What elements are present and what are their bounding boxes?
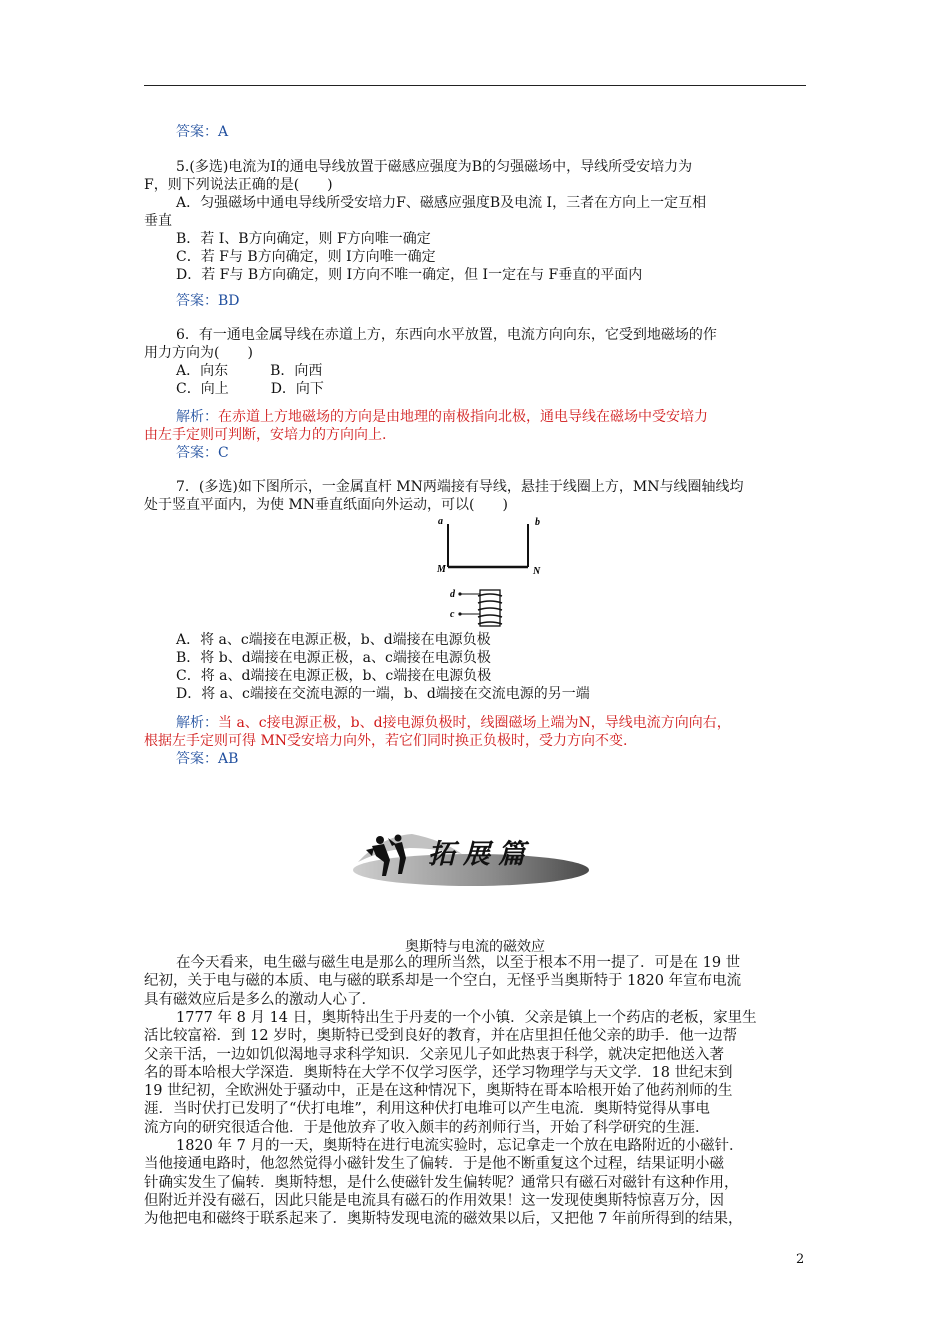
q7-option-c: C．将 a、d端接在电源正极，b、c端接在电源负极 [176, 668, 492, 684]
q5-option-a-cont: 垂直 [144, 213, 172, 229]
q5-answer: 答案：BD [176, 293, 240, 309]
q7-answer: 答案：AB [176, 751, 239, 767]
q5-option-a: A．匀强磁场中通电导线所受安培力F、磁感应强度B及电流 I，三者在方向上一定互相 [176, 195, 707, 211]
q6-explanation-line1: 解析：在赤道上方地磁场的方向是由地理的南极指向北极，通电导线在磁场中受安培力 [176, 409, 708, 425]
fig-label-b: b [535, 517, 540, 528]
page-number: 2 [796, 1252, 805, 1267]
q6-options-ab: A．向东 B．向西 [176, 363, 323, 379]
article-line: 纪初，关于电与磁的本质、电与磁的联系却是一个空白，无怪乎当奥斯特于 1820 年宣布电流 [144, 973, 742, 990]
article-line: 1777 年 8 月 14 日，奥斯特出生于丹麦的一个小镇．父亲是镇上一个药店的老板，家里生 [176, 1009, 757, 1026]
article-line: 活比较富裕．到 12 岁时，奥斯特已受到良好的教育，并在店里担任他父亲的助手．他一边帮 [144, 1028, 738, 1045]
q6-explanation-line2: 由左手定则可判断，安培力的方向向上. [144, 427, 387, 443]
q7-figure-rod-and-coil [432, 512, 552, 630]
header-rule [144, 85, 806, 86]
q5-option-c: C．若 F与 B方向确定，则 I方向唯一确定 [176, 249, 436, 265]
section-banner [352, 826, 590, 888]
q7-explanation-line1: 解析：当 a、c接电源正极，b、d接电源负极时，线圈磁场上端为N，导线电流方向向右， [176, 715, 731, 731]
q7-explanation-line2: 根据左手定则可得 MN受安培力向外，若它们同时换正负极时，受力方向不变. [144, 733, 628, 749]
article-line: 1820 年 7 月的一天，奥斯特在进行电流实验时，忘记拿走一个放在电路附近的小磁针． [176, 1138, 744, 1154]
article-line: 针确实发生了偏转．奥斯特想，是什么使磁针发生偏转呢？通常只有磁石对磁针有这种作用， [144, 1174, 739, 1191]
q5-stem-line1: 5.(多选)电流为I的通电导线放置于磁感应强度为B的匀强磁场中，导线所受安培力为 [176, 159, 693, 175]
q6-options-cd: C．向上 D．向下 [176, 381, 324, 397]
q4-answer: 答案：A [176, 124, 229, 140]
article-line: 19 世纪初，全欧洲处于骚动中，正是在这种情况下，奥斯特在哥本哈根开始了他药剂师的生 [144, 1083, 733, 1100]
q7-stem-line2: 处于竖直平面内，为使 MN垂直纸面向外运动，可以( ) [144, 497, 508, 513]
fig-label-n: N [533, 566, 541, 577]
q6-stem-line1: 6．有一通电金属导线在赤道上方，东西向水平放置，电流方向向东，它受到地磁场的作 [176, 327, 717, 343]
q7-option-b: B．将 b、d端接在电源正极，a、c端接在电源负极 [176, 650, 491, 666]
q7-option-a: A．将 a、c端接在电源正极，b、d端接在电源负极 [176, 632, 491, 648]
fig-label-a: a [438, 516, 443, 527]
fig-label-m: M [437, 564, 446, 575]
article-line: 为他把电和磁终于联系起来了．奥斯特发现电流的磁效果以后，又把他 7 年前所得到的结果， [144, 1211, 743, 1228]
q6-stem-line2: 用力方向为( ) [144, 345, 253, 361]
q7-option-d: D．将 a、c端接在交流电源的一端，b、d端接在交流电源的另一端 [176, 686, 590, 702]
banner-title: 拓展篇 [428, 839, 533, 870]
q6-answer: 答案：C [176, 445, 229, 461]
fig-label-d: d [450, 589, 455, 600]
article-line: 但附近并没有磁石，因此只能是电流具有磁石的作用效果！这一发现使奥斯特惊喜万分，因 [144, 1192, 724, 1209]
article-line: 当他接通电路时，他忽然觉得小磁针发生了偏转．于是他不断重复这个过程，结果证明小磁 [144, 1156, 724, 1173]
article-title: 奥斯特与电流的磁效应 [405, 939, 545, 955]
q7-stem-line1: 7．(多选)如下图所示，一金属直杆 MN两端接有导线，悬挂于线圈上方，MN与线圈轴线均 [176, 479, 744, 495]
article-line: 父亲干活，一边如饥似渴地寻求科学知识．父亲见儿子如此热衷于科学，就决定把他送入著 [144, 1046, 724, 1063]
article-line: 流方向的研究很适合他．于是他放弃了收入颇丰的药剂师行当，开始了科学研究的生涯． [144, 1119, 710, 1136]
q5-option-d: D．若 F与 B方向确定，则 I方向不唯一确定，但 I一定在与 F垂直的平面内 [176, 267, 643, 283]
fig-label-c: c [450, 609, 455, 620]
q5-stem-line2: F，则下列说法正确的是( ) [144, 177, 333, 193]
article-line: 具有磁效应后是多么的激动人心了． [144, 991, 376, 1008]
article-line: 在今天看来，电生磁与磁生电是那么的理所当然，以至于根本不用一提了．可是在 19 世 [176, 955, 741, 971]
q5-option-b: B．若 I、B方向确定，则 F方向唯一确定 [176, 231, 431, 247]
article-line: 涯．当时伏打已发明了“伏打电堆”，利用这种伏打电堆可以产生电流．奥斯特觉得从事电 [144, 1101, 710, 1118]
article-line: 名的哥本哈根大学深造．奥斯特在大学不仅学习医学，还学习物理学与天文学．18 世纪末到 [144, 1064, 733, 1081]
